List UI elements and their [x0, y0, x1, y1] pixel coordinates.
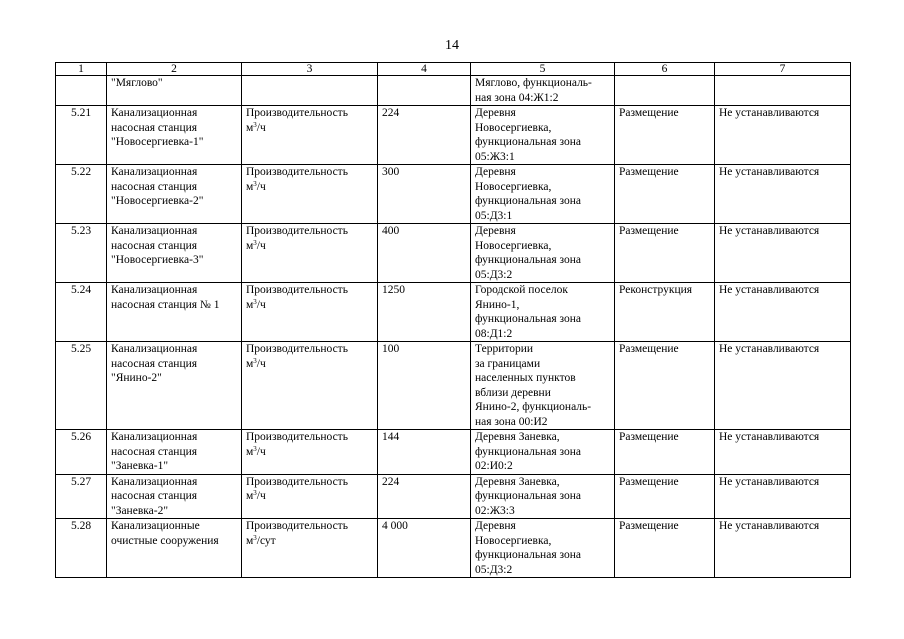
cell-number: [56, 76, 107, 106]
cell-zone: Не устанавливаются: [715, 165, 851, 224]
table-row: [56, 430, 851, 475]
parameter-label: Производительность: [246, 107, 348, 119]
cell-zone: Не устанавливаются: [715, 519, 851, 578]
unit-base: м: [246, 490, 254, 502]
cell-value: 100: [378, 342, 471, 430]
parameter-label: Производительность: [246, 225, 348, 237]
table-row: [56, 106, 851, 165]
cell-location: Территории за границами населенных пунктов вблизи деревни Янино-2, функциональ- ная зона 00:И2: [471, 342, 615, 430]
cell-parameter: [242, 342, 378, 430]
cell-parameter: [242, 474, 378, 519]
facilities-table: [55, 62, 851, 578]
unit-suffix: /ч: [256, 239, 266, 252]
cell-name: "Мяглово": [107, 76, 242, 106]
column-header: 5: [471, 63, 615, 76]
cell-value: 300: [378, 165, 471, 224]
cell-value: 4 000: [378, 519, 471, 578]
unit-suffix: /сут: [256, 534, 276, 547]
parameter-label: Производительность: [246, 343, 348, 355]
column-header: 1: [56, 63, 107, 76]
parameter-label: Производительность: [246, 475, 348, 488]
cell-location: Деревня Заневка, функциональная зона 02:И0:2: [471, 430, 615, 475]
cell-location: Городской поселок Янино-1, функциональная зона 08:Д1:2: [471, 283, 615, 342]
parameter-label: Производительность: [246, 431, 348, 443]
table-row: [56, 342, 851, 430]
cell-name: Канализационная насосная станция № 1: [107, 283, 242, 342]
cell-number: 5.27: [56, 474, 107, 519]
cell-location: Деревня Новосергиевка, функциональная зона 05:Д3:2: [471, 519, 615, 578]
cell-name: Канализационная насосная станция "Заневка-2": [107, 474, 242, 519]
table-row: [56, 474, 851, 519]
parameter-label: Производительность: [246, 284, 348, 296]
cell-value: 224: [378, 106, 471, 165]
cell-action: [615, 76, 715, 106]
table-row: [56, 165, 851, 224]
column-header: 2: [107, 63, 242, 76]
cell-parameter: [242, 519, 378, 578]
cell-number: 5.25: [56, 342, 107, 430]
parameter-label: Производительность: [246, 166, 348, 178]
cell-name: Канализационная насосная станция "Новосергиевка-1": [107, 106, 242, 165]
unit-exponent: 3: [253, 179, 257, 188]
cell-action: Размещение: [615, 474, 715, 519]
cell-number: 5.28: [56, 519, 107, 578]
cell-action: Размещение: [615, 106, 715, 165]
unit-exponent: 3: [253, 120, 257, 129]
cell-zone: Не устанавливаются: [715, 283, 851, 342]
column-header: 6: [615, 63, 715, 76]
unit-exponent: 3: [253, 533, 257, 542]
cell-action: Размещение: [615, 519, 715, 578]
unit-exponent: 3: [253, 297, 257, 306]
cell-name: Канализационная насосная станция "Заневка-1": [107, 430, 242, 475]
unit-suffix: /ч: [256, 180, 266, 193]
cell-action: Размещение: [615, 224, 715, 283]
cell-parameter: [242, 430, 378, 475]
cell-action: Размещение: [615, 430, 715, 475]
table-row: [56, 283, 851, 342]
cell-number: 5.26: [56, 430, 107, 475]
unit-base: м: [246, 357, 254, 370]
cell-zone: Не устанавливаются: [715, 342, 851, 430]
cell-location: Деревня Новосергиевка, функциональная зона 05:Ж3:1: [471, 106, 615, 165]
unit-suffix: /ч: [256, 298, 266, 311]
unit-base: м: [246, 534, 254, 547]
cell-value: 1250: [378, 283, 471, 342]
cell-name: Канализационная насосная станция "Янино-2": [107, 342, 242, 430]
parameter-label: Производительность: [246, 520, 348, 532]
unit-base: м: [246, 298, 254, 311]
cell-zone: Не устанавливаются: [715, 430, 851, 475]
cell-number: 5.21: [56, 106, 107, 165]
cell-location: Деревня Новосергиевка, функциональная зона 05:Д3:1: [471, 165, 615, 224]
cell-name: Канализационная насосная станция "Новосергиевка-3": [107, 224, 242, 283]
table-row: [56, 224, 851, 283]
cell-parameter: [242, 106, 378, 165]
cell-parameter: [242, 76, 378, 106]
cell-parameter: [242, 224, 378, 283]
cell-action: Размещение: [615, 342, 715, 430]
header-row: [56, 63, 851, 76]
cell-action: Размещение: [615, 165, 715, 224]
column-header: 7: [715, 63, 851, 76]
unit-base: м: [246, 180, 254, 193]
cell-value: 144: [378, 430, 471, 475]
cell-location: Деревня Заневка, функциональная зона 02:Ж3:3: [471, 474, 615, 519]
unit-exponent: 3: [253, 444, 257, 453]
cell-parameter: [242, 283, 378, 342]
cell-action: Реконструкция: [615, 283, 715, 342]
column-header: 4: [378, 63, 471, 76]
unit-base: м: [246, 121, 254, 134]
cell-zone: Не устанавливаются: [715, 224, 851, 283]
cell-zone: [715, 76, 851, 106]
cell-name: Канализационные очистные сооружения: [107, 519, 242, 578]
unit-exponent: 3: [253, 489, 257, 497]
continuation-row: [56, 76, 851, 106]
cell-location: Деревня Новосергиевка, функциональная зона 05:Д3:2: [471, 224, 615, 283]
cell-value: 400: [378, 224, 471, 283]
table-row: [56, 519, 851, 578]
cell-value: 224: [378, 474, 471, 519]
cell-number: 5.22: [56, 165, 107, 224]
cell-location: Мяглово, функциональ- ная зона 04:Ж1:2: [471, 76, 615, 106]
unit-suffix: /ч: [256, 357, 266, 370]
cell-zone: Не устанавливаются: [715, 106, 851, 165]
cell-name: Канализационная насосная станция "Новосергиевка-2": [107, 165, 242, 224]
page-number: 14: [445, 38, 459, 53]
unit-exponent: 3: [253, 356, 257, 365]
column-header: 3: [242, 63, 378, 76]
unit-base: м: [246, 239, 254, 252]
unit-suffix: /ч: [256, 121, 266, 134]
unit-suffix: /ч: [256, 445, 266, 458]
cell-number: 5.23: [56, 224, 107, 283]
unit-base: м: [246, 445, 254, 458]
unit-suffix: /ч: [256, 490, 266, 502]
cell-zone: Не устанавливаются: [715, 474, 851, 519]
unit-exponent: 3: [253, 238, 257, 247]
cell-value: [378, 76, 471, 106]
cell-number: 5.24: [56, 283, 107, 342]
cell-parameter: [242, 165, 378, 224]
